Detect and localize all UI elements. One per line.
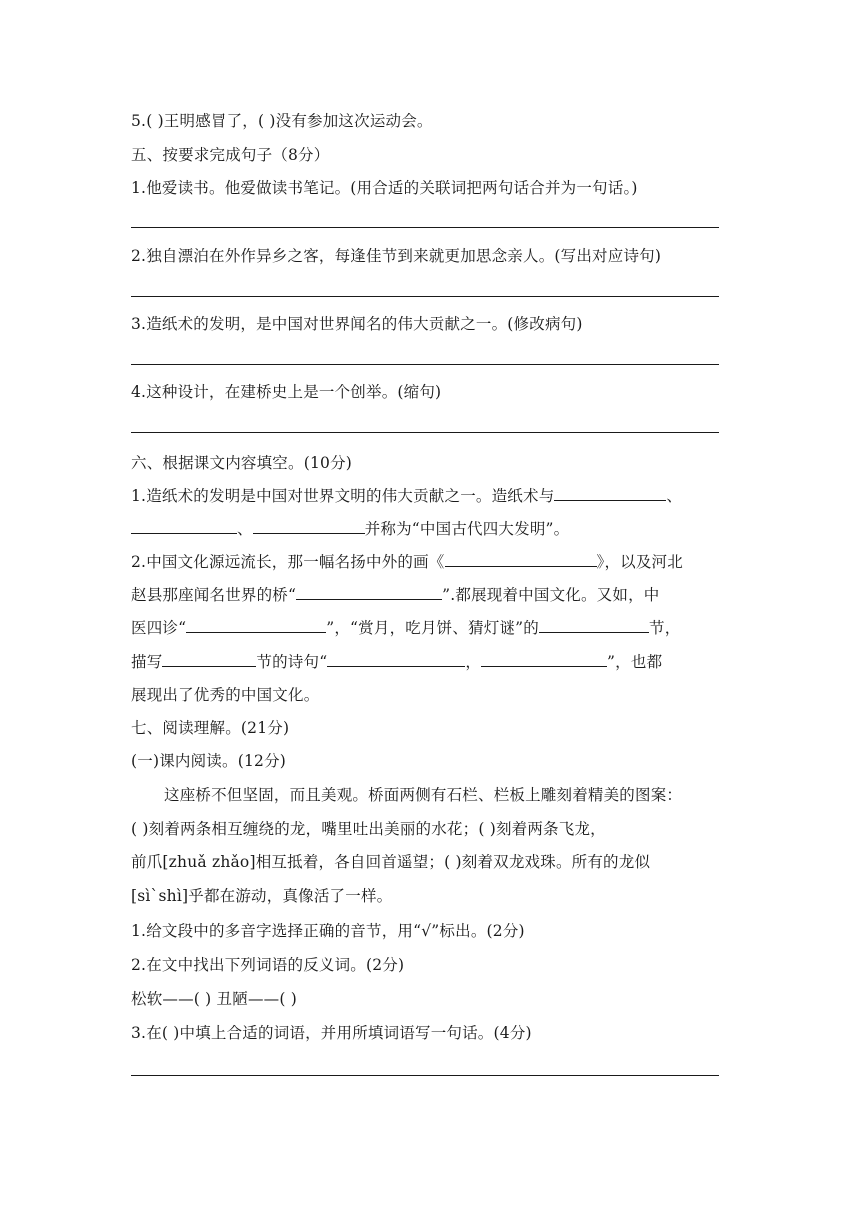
text: 描写 — [131, 653, 163, 671]
reading-paragraph-line: [sì`shì]乎都在游动，真像活了一样。 — [131, 887, 393, 905]
answer-line[interactable] — [131, 432, 719, 433]
blank[interactable] — [162, 651, 256, 667]
section-6-q2-line4 — [131, 651, 731, 673]
text: 、 — [666, 487, 683, 505]
section-5-item-4: 4.这种设计，在建桥史上是一个创举。(缩句) — [131, 383, 442, 401]
text: 1.造纸术的发明是中国对世界文明的伟大贡献之一。造纸术与 — [131, 487, 555, 505]
blank[interactable] — [481, 651, 607, 667]
text: ”.都展现着中国文化。又如，中 — [442, 586, 660, 604]
text: 》，以及河北 — [596, 553, 683, 571]
section-7-q1: 1.给文段中的多音字选择正确的音节，用“√”标出。(2分) — [131, 922, 525, 940]
text: 、 — [237, 520, 253, 538]
section-6-q2-line1 — [131, 551, 731, 573]
blank[interactable] — [445, 551, 597, 567]
section-7-q2: 2.在文中找出下列词语的反义词。(2分) — [131, 956, 405, 974]
text: 节， — [649, 619, 681, 637]
section-6-q1-line2 — [131, 518, 731, 540]
reading-paragraph-line: ( )刻着两条相互缠绕的龙，嘴里吐出美丽的水花；( )刻着两条飞龙， — [131, 820, 606, 838]
text: ， — [465, 653, 482, 671]
text: 2.中国文化源远流长，那一幅名扬中外的画《 — [131, 553, 445, 571]
text: 并称为“中国古代四大发明”。 — [364, 520, 570, 538]
blank[interactable] — [554, 485, 666, 501]
blank[interactable] — [327, 651, 465, 667]
blank[interactable] — [296, 584, 442, 600]
section-6-q2-line5: 展现出了优秀的中国文化。 — [131, 686, 320, 704]
section-6-q2-line2 — [131, 584, 731, 606]
reading-paragraph-line: 这座桥不但坚固，而且美观。桥面两侧有石栏、栏板上雕刻着精美的图案： — [164, 786, 683, 804]
section-5-item-2: 2.独自漂泊在外作异乡之客，每逢佳节到来就更加思念亲人。(写出对应诗句) — [131, 247, 662, 265]
blank[interactable] — [539, 617, 649, 633]
section-5-item-3: 3.造纸术的发明，是中国对世界闻名的伟大贡献之一。(修改病句) — [131, 315, 583, 333]
text: ”，“赏月，吃月饼、猜灯谜”的 — [326, 619, 540, 637]
antonym-blanks[interactable]: 松软——( ) 丑陋——( ) — [131, 990, 297, 1008]
text: 赵县那座闻名世界的桥“ — [131, 586, 297, 604]
blank[interactable] — [253, 518, 365, 534]
reading-paragraph-line: 前爪[zhuǎ zhǎo]相互抵着，各自回首遥望；( )刻着双龙戏珠。所有的龙似 — [131, 853, 651, 871]
blank[interactable] — [131, 518, 237, 534]
section-6-q1-line1 — [131, 485, 731, 507]
section-7-subheading: (一)课内阅读。(12分) — [131, 752, 287, 770]
section-7-q3: 3.在( )中填上合适的词语，并用所填词语写一句话。(4分) — [131, 1024, 532, 1042]
section-6-q2-line3 — [131, 617, 731, 639]
answer-line[interactable] — [131, 296, 719, 297]
question-5-5: 5.( )王明感冒了，( )没有参加这次运动会。 — [131, 112, 433, 130]
text: 医四诊“ — [131, 619, 187, 637]
blank[interactable] — [186, 617, 326, 633]
text: 节的诗句“ — [256, 653, 328, 671]
answer-line[interactable] — [131, 1075, 719, 1076]
text: ”，也都 — [607, 653, 663, 671]
section-5-item-1: 1.他爱读书。他爱做读书笔记。(用合适的关联词把两句话合并为一句话。) — [131, 179, 638, 197]
section-7-heading: 七、阅读理解。(21分) — [131, 719, 290, 737]
section-5-heading: 五、按要求完成句子（8分） — [131, 146, 330, 164]
section-6-heading: 六、根据课文内容填空。(10分) — [131, 454, 353, 472]
answer-line[interactable] — [131, 364, 719, 365]
answer-line[interactable] — [131, 227, 719, 228]
